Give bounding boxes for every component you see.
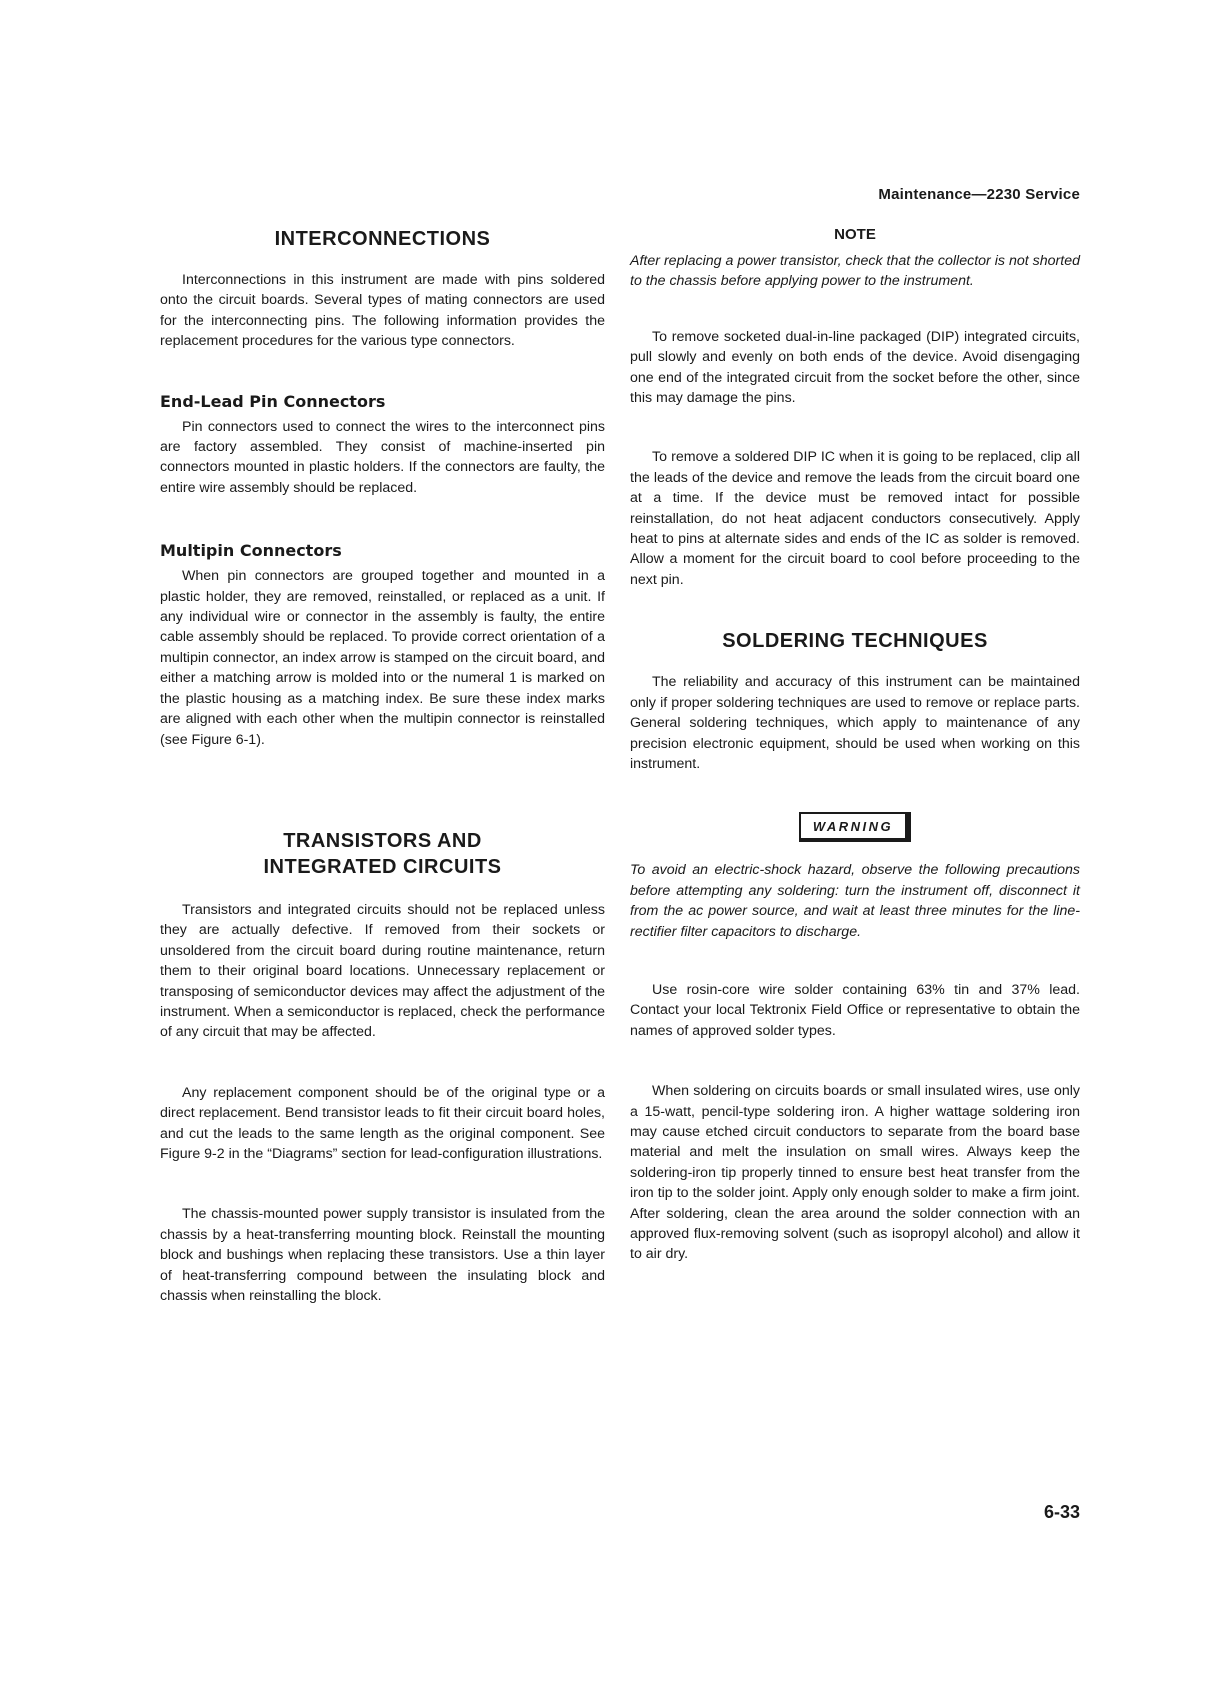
note-text: After replacing a power transistor, check that the collector is not shorted to the chassis before applying power to the instrument. [630,253,1080,290]
running-head: Maintenance—2230 Service [878,186,1080,203]
soldering-intro: The reliability and accuracy of this instrument can be maintained only if proper soldering techniques are used to remove or replace parts. General soldering techniques, which apply to maintenance of any precision electronic equipment, should be used when working on this instrument. [630,674,1080,772]
transistors-paragraph-2: Any replacement component should be of the original type or a direct replacement. Bend transistor leads to fit their circuit board holes, and cut the leads to the same length as the original component. See Figure 9-2 in the “Diagrams” section for lead-configuration illustrations. [160,1084,605,1162]
transistors-paragraph-3: The chassis-mounted power supply transistor is insulated from the chassis by a heat-transferring mounting block. Reinstall the mounting block and bushings when replacing these transistors. Use a thin layer of heat-transferring compound between the insulating block and chassis when reinstalling the block. [160,1206,605,1304]
warning-badge: WARNING [799,812,911,842]
transistors-heading-line2: INTEGRATED CIRCUITS [263,855,502,878]
warning-text: To avoid an electric-shock hazard, observe the following precautions before attempting any soldering: turn the instrument off, disconnect it from the ac power source, and wait at least three minutes for the line-rectifier filter capacitors to discharge. [630,862,1080,940]
multipin-paragraph: When pin connectors are grouped together and mounted in a plastic holder, they are removed, reinstalled, or replaced as a unit. If any individual wire or connector in the assembly is faulty, the entire cable assembly should be replaced. To provide correct orientation of a multipin connector, an index arrow is stamped on the circuit board, and either a matching arrow is molded into or the numeral 1 is marked on the plastic housing as a matching index. Be sure these index marks are aligned with each other when the multipin connector is reinstalled (see Figure 6-1). [160,568,605,748]
transistors-heading [160,828,605,880]
transistors-heading-line1: TRANSISTORS AND [283,829,482,852]
soldering-iron-paragraph: When soldering on circuits boards or small insulated wires, use only a 15-watt, pencil-type soldering iron. A higher wattage soldering iron may cause etched circuit conductors to separate from the board base material and melt the insulation on small wires. Always keep the soldering-iron tip properly tinned to ensure best heat transfer from the iron tip to the solder joint. Apply only enough solder to make a firm joint. After soldering, clean the area around the solder connection with an approved flux-removing solvent (such as isopropyl alcohol) and allow it to air dry. [630,1083,1080,1263]
right-column [630,226,1080,1265]
note-label: NOTE [834,226,876,243]
dip-paragraph-1: To remove socketed dual-in-line packaged (DIP) integrated circuits, pull slowly and evenly on both ends of the device. Avoid disengaging one end of the integrated circuit from the socket before the other, since this may damage the pins. [630,328,1080,407]
end-lead-heading: End-Lead Pin Connectors [160,391,386,411]
page-number: 6-33 [1043,1502,1080,1522]
interconnections-heading: INTERCONNECTIONS [274,228,491,250]
dip-paragraph-2: To remove a soldered DIP IC when it is going to be replaced, clip all the leads of the device and remove the leads from the circuit board one at a time. If the device must be removed intact for possible reinstallation, do not heat adjacent conductors consecutively. Apply heat to pins at alternate sides and ends of the IC as solder is removed. Allow a moment for the circuit board to cool before proceeding to the next pin. [630,449,1080,588]
transistors-paragraph-1: Transistors and integrated circuits should not be replaced unless they are actually defective. If removed from their sockets or unsoldered from the circuit board during routine maintenance, return them to their original board locations. Unnecessary replacement or transposing of semiconductor devices may affect the adjustment of the instrument. When a semiconductor is replaced, check the performance of any circuit that may be affected. [160,901,605,1041]
left-column [160,226,605,1306]
soldering-heading: SOLDERING TECHNIQUES [722,630,988,653]
multipin-heading: Multipin Connectors [160,541,342,561]
end-lead-paragraph: Pin connectors used to connect the wires to the interconnect pins are factory assembled. They consist of machine-inserted pin connectors mounted in plastic holders. If the connectors are faulty, the entire wire assembly should be replaced. [160,418,605,496]
solder-paragraph: Use rosin-core wire solder containing 63% tin and 37% lead. Contact your local Tektronix Field Office or representative to obtain the names of approved solder types. [630,981,1080,1039]
interconnections-intro: Interconnections in this instrument are made with pins soldered onto the circuit boards. Several types of mating connectors are used for the interconnecting pins. The following information provides the replacement procedures for the various type connectors. [160,272,605,350]
warning-container [630,812,1080,842]
